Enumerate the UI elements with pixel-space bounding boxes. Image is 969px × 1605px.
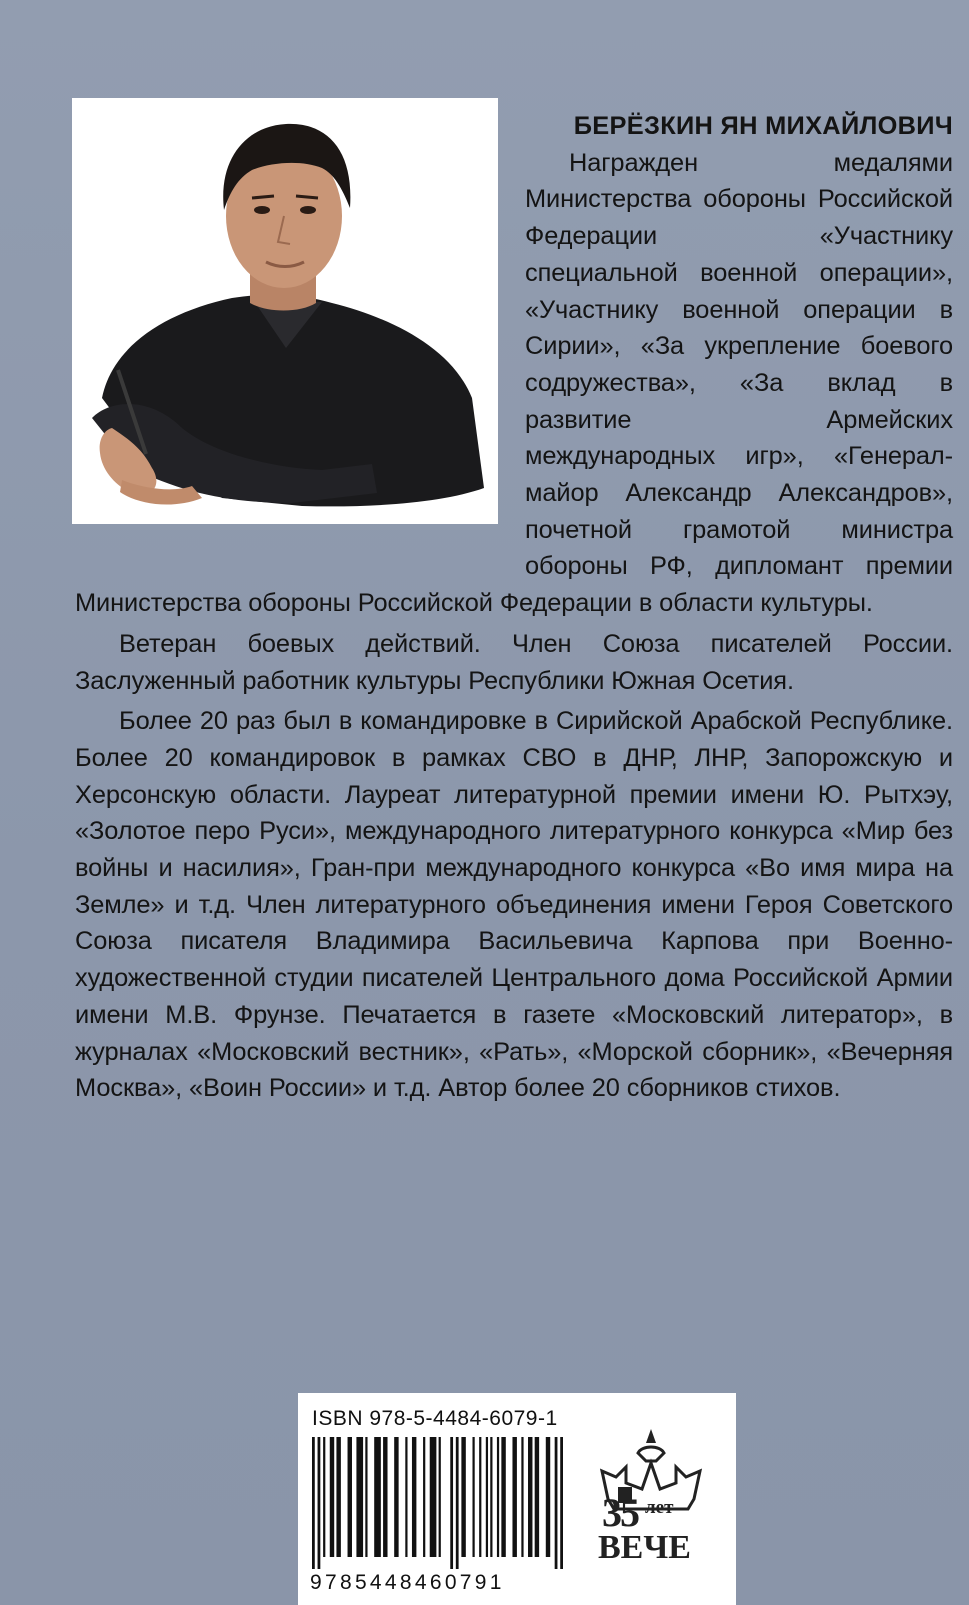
barcode-bar	[356, 1437, 363, 1557]
barcode-bar	[405, 1437, 407, 1557]
barcode-bar	[535, 1437, 539, 1557]
barcode-bar	[490, 1437, 492, 1557]
anniversary-number: 35	[602, 1490, 638, 1535]
ean-barcode	[310, 1437, 565, 1569]
barcode-bar	[383, 1437, 387, 1557]
barcode-bar	[336, 1437, 340, 1557]
barcode-bar	[450, 1437, 453, 1569]
barcode-bar	[394, 1437, 398, 1557]
barcode-bar	[365, 1437, 367, 1557]
author-name: БЕРЁЗКИН ЯН МИХАЙЛОВИЧ	[573, 112, 953, 140]
isbn-label: ISBN 978-5-4484-6079-1	[312, 1407, 558, 1430]
barcode-bar	[501, 1437, 505, 1557]
barcode-bar	[479, 1437, 481, 1557]
barcode-bar	[528, 1437, 532, 1557]
barcode-bar	[423, 1437, 425, 1557]
bio-paragraph-awards: Награжден медалями Министерства обороны Российской Федерации «Участнику специальной военной операции», «Участнику военной операции в Сирии», «За укрепление боевого содружества», «За вклад в развитие Армейских международных игр», «Генерал-майор Александр Александров», почетной грамотой министра обороны РФ, дипломант премии Министерства обороны Российской Федерации в области культуры.	[75, 148, 953, 618]
barcode-bar	[439, 1437, 441, 1557]
barcode-bar	[560, 1437, 563, 1569]
barcode-bar	[318, 1437, 321, 1569]
publisher-name: ВЕЧЕ	[598, 1529, 691, 1566]
bio-paragraph-veteran: Ветеран боевых действий. Член Союза писателей России. Заслуженный работник культуры Республики Южная Осетия.	[75, 629, 953, 695]
barcode-bar	[323, 1437, 325, 1557]
barcode-bar	[412, 1437, 416, 1557]
author-bio	[75, 108, 953, 1107]
barcode-bar	[330, 1437, 334, 1557]
barcode-bar	[555, 1437, 558, 1569]
barcode-bar	[461, 1437, 465, 1557]
photo-wrap-spacer	[75, 108, 525, 554]
barcode-bar	[497, 1437, 499, 1557]
barcode-bar	[486, 1437, 488, 1557]
barcode-bar	[312, 1437, 315, 1569]
barcode-bar	[456, 1437, 459, 1569]
bio-paragraph-career: Более 20 раз был в командировке в Сирийской Арабской Республике. Более 20 командировок в рамках СВО в ДНР, ЛНР, Запорожскую и Херсонскую области. Лауреат литературной премии имени Ю. Рытхэу, «Золотое перо Руси», международного литературного конкурса «Мир без войны и насилия», Гран-при международного конкурса «Во имя мира на Земле» и т.д. Член литературного объединения имени Героя Советского Союза писателя Владимира Васильевича Карпова при Военно-художественной студии писателей Центрального дома Российской Армии имени М.В. Фрунзе. Печатается в газете «Московский литератор», в журналах «Московский вестник», «Рать», «Морской сборник», «Вечерняя Москва», «Воин России» и т.д. Автор более 20 сборников стихов.	[75, 707, 953, 1103]
barcode-bar	[512, 1437, 516, 1557]
barcode-bar	[430, 1437, 437, 1557]
barcode-bar	[374, 1437, 381, 1557]
barcode-panel	[298, 1393, 736, 1605]
barcode-bar	[472, 1437, 474, 1557]
barcode-bar	[546, 1437, 550, 1557]
barcode-bar	[521, 1437, 523, 1557]
barcode-bar	[348, 1437, 352, 1557]
anniversary-word: лет	[645, 1497, 674, 1518]
ean-digits: 9785448460791	[310, 1571, 505, 1594]
